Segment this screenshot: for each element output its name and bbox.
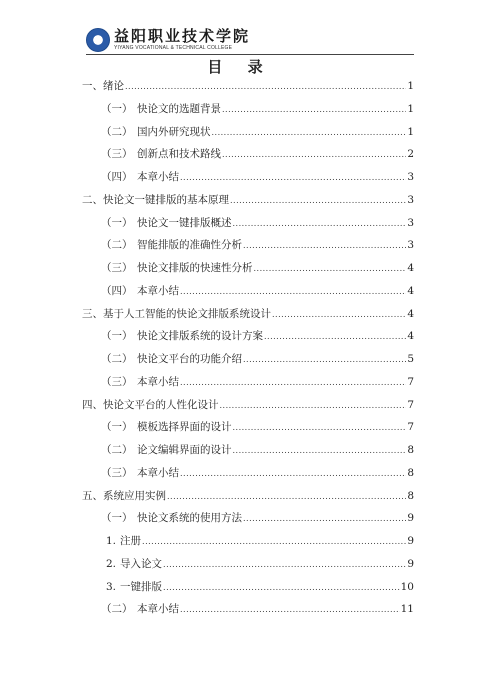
toc-leader-dots bbox=[233, 442, 407, 460]
toc-entry-title: 本章小结 bbox=[137, 466, 179, 479]
toc-entry-page: 3 bbox=[407, 193, 414, 206]
toc-leader-dots bbox=[243, 510, 406, 528]
toc-entry[interactable] bbox=[101, 259, 414, 277]
toc-entry-page: 11 bbox=[400, 603, 414, 616]
toc-entry-page: 4 bbox=[407, 307, 414, 320]
page-header bbox=[86, 28, 250, 52]
toc-entry-title: 模板选择界面的设计 bbox=[137, 421, 232, 434]
toc-entry-title: 快论文系统的使用方法 bbox=[137, 512, 242, 525]
toc-entry-page: 3 bbox=[407, 216, 414, 229]
toc-leader-dots bbox=[142, 533, 406, 551]
toc-leader-dots bbox=[233, 419, 407, 437]
toc-entry-title: 创新点和技术路线 bbox=[137, 148, 221, 161]
toc-entry-page: 9 bbox=[407, 535, 414, 547]
toc-entry-number: （四） bbox=[101, 284, 133, 297]
toc-entry-number: （一） bbox=[101, 216, 133, 229]
toc-entry[interactable] bbox=[106, 578, 414, 596]
toc-leader-dots bbox=[264, 328, 406, 346]
toc-entry-number: （一） bbox=[101, 102, 133, 115]
school-name-en: YIYANG VOCATIONAL & TECHNICAL COLLEGE bbox=[114, 45, 233, 51]
toc-entry-page: 4 bbox=[407, 330, 414, 343]
toc-entry-page: 7 bbox=[407, 398, 414, 411]
toc-entry[interactable] bbox=[101, 123, 414, 141]
toc-entry[interactable] bbox=[101, 600, 414, 618]
toc-entry[interactable] bbox=[101, 214, 414, 232]
toc-entry-number: （二） bbox=[101, 603, 133, 616]
toc-entry-title: 论文编辑界面的设计 bbox=[137, 444, 232, 456]
toc-entry-number: 2. bbox=[106, 557, 117, 570]
toc-entry-title: 快论文平台的功能介绍 bbox=[137, 353, 242, 365]
toc-entry[interactable] bbox=[101, 441, 414, 459]
toc-leader-dots bbox=[180, 169, 406, 187]
toc-entry-title: 本章小结 bbox=[137, 171, 179, 183]
toc-leader-dots bbox=[243, 237, 406, 255]
toc-entry[interactable] bbox=[82, 487, 414, 505]
toc-entry-page: 5 bbox=[407, 353, 414, 365]
toc-entry-number: （四） bbox=[101, 171, 133, 183]
toc-entry[interactable] bbox=[101, 350, 414, 368]
toc-entry-title: 本章小结 bbox=[137, 375, 179, 388]
toc-entry-page: 10 bbox=[400, 580, 414, 593]
header-divider bbox=[86, 54, 414, 55]
toc-entry-number: （一） bbox=[101, 512, 133, 525]
toc-entry-number: （一） bbox=[101, 330, 133, 343]
toc-leader-dots bbox=[222, 146, 406, 164]
toc-entry-title: 智能排版的准确性分析 bbox=[137, 239, 242, 252]
toc-entry-page: 8 bbox=[407, 444, 414, 456]
toc-entry[interactable] bbox=[101, 168, 414, 186]
toc-entry[interactable] bbox=[101, 509, 414, 527]
toc-entry[interactable] bbox=[106, 532, 414, 550]
toc-entry-page: 1 bbox=[407, 102, 414, 115]
toc-entry-page: 3 bbox=[407, 171, 414, 183]
toc-entry[interactable] bbox=[106, 555, 414, 573]
toc-entry-title: 本章小结 bbox=[137, 284, 179, 297]
toc-leader-dots bbox=[180, 465, 406, 483]
toc-entry-title: 快论文一键排版的基本原理 bbox=[103, 193, 229, 206]
toc-entry[interactable] bbox=[101, 373, 414, 391]
toc-entry[interactable] bbox=[101, 100, 414, 118]
toc-entry-number: （三） bbox=[101, 466, 133, 479]
toc-entry-title: 注册 bbox=[120, 535, 142, 547]
college-logo-icon bbox=[86, 28, 110, 52]
toc-entry-title: 本章小结 bbox=[137, 603, 179, 616]
toc-entry-title: 快论文平台的人性化设计 bbox=[103, 398, 219, 411]
toc-entry-page: 7 bbox=[407, 421, 414, 434]
toc-leader-dots bbox=[180, 601, 400, 619]
toc-entry-title: 国内外研究现状 bbox=[137, 125, 211, 138]
toc-entry[interactable] bbox=[82, 191, 414, 209]
toc-entry-page: 2 bbox=[407, 148, 414, 161]
toc-entry-number: （一） bbox=[101, 421, 133, 434]
toc-entry-title: 快论文一键排版概述 bbox=[137, 216, 232, 229]
toc-entry-title: 快论文的选题背景 bbox=[137, 102, 221, 115]
toc-leader-dots bbox=[167, 488, 406, 506]
toc-entry[interactable] bbox=[101, 145, 414, 163]
toc-entry-number: （二） bbox=[101, 444, 133, 456]
toc-leader-dots bbox=[222, 101, 406, 119]
toc-leader-dots bbox=[180, 283, 406, 301]
toc-entry[interactable] bbox=[101, 282, 414, 300]
toc-entry-number: （二） bbox=[101, 239, 133, 252]
toc-entry-page: 4 bbox=[407, 284, 414, 297]
school-name-cn: 益阳职业技术学院 bbox=[114, 27, 251, 45]
toc-entry[interactable] bbox=[82, 305, 414, 323]
toc-entry[interactable] bbox=[101, 464, 414, 482]
toc-entry-title: 绪论 bbox=[103, 80, 124, 92]
toc-entry-page: 1 bbox=[407, 125, 414, 138]
toc-title: 目 录 bbox=[207, 58, 273, 76]
toc-entry-title: 基于人工智能的快论文排版系统设计 bbox=[103, 307, 271, 320]
toc-entry-number: 3. bbox=[106, 580, 117, 593]
toc-entry-number: （三） bbox=[101, 148, 133, 161]
toc-entry-page: 3 bbox=[407, 239, 414, 252]
toc-leader-dots bbox=[163, 579, 400, 597]
toc-entry-page: 1 bbox=[407, 80, 414, 92]
toc-entry[interactable] bbox=[101, 327, 414, 345]
toc-leader-dots bbox=[163, 556, 406, 574]
toc-entry-number: （三） bbox=[101, 375, 133, 388]
toc-entry[interactable] bbox=[82, 396, 414, 414]
toc-entry-number: （二） bbox=[101, 125, 133, 138]
toc-leader-dots bbox=[220, 397, 407, 415]
toc-entry-page: 9 bbox=[407, 512, 414, 525]
toc-leader-dots bbox=[243, 351, 406, 369]
toc-entry[interactable] bbox=[82, 77, 414, 95]
toc-entry-number: 五、 bbox=[82, 489, 103, 502]
toc-entry-number: 1. bbox=[106, 535, 117, 547]
toc-entry-number: 四、 bbox=[82, 398, 103, 411]
toc-entry-title: 一键排版 bbox=[120, 580, 163, 593]
school-name bbox=[114, 29, 250, 51]
toc-leader-dots bbox=[180, 374, 406, 392]
toc-entry-page: 9 bbox=[407, 557, 414, 570]
toc-entry-page: 7 bbox=[407, 375, 414, 388]
toc-entry-number: 一、 bbox=[82, 80, 103, 92]
toc-leader-dots bbox=[125, 78, 406, 96]
toc-leader-dots bbox=[272, 306, 406, 324]
toc-entry-title: 导入论文 bbox=[120, 557, 163, 570]
toc-leader-dots bbox=[254, 260, 407, 278]
toc-entry-page: 8 bbox=[407, 466, 414, 479]
toc-entry-title: 快论文排版的快速性分析 bbox=[137, 262, 253, 274]
toc-entry-number: （三） bbox=[101, 262, 133, 274]
toc-entry-title: 快论文排版系统的设计方案 bbox=[137, 330, 263, 343]
toc-entry-number: 二、 bbox=[82, 193, 103, 206]
toc-entry[interactable] bbox=[101, 236, 414, 254]
toc-leader-dots bbox=[212, 124, 407, 142]
toc-entry-page: 8 bbox=[407, 489, 414, 502]
toc-entry-number: （二） bbox=[101, 353, 133, 365]
toc-entry-number: 三、 bbox=[82, 307, 103, 320]
toc-entry-page: 4 bbox=[407, 262, 414, 274]
toc-entry[interactable] bbox=[101, 418, 414, 436]
toc-leader-dots bbox=[233, 215, 407, 233]
toc-entry-title: 系统应用实例 bbox=[103, 489, 166, 502]
toc-leader-dots bbox=[230, 192, 406, 210]
